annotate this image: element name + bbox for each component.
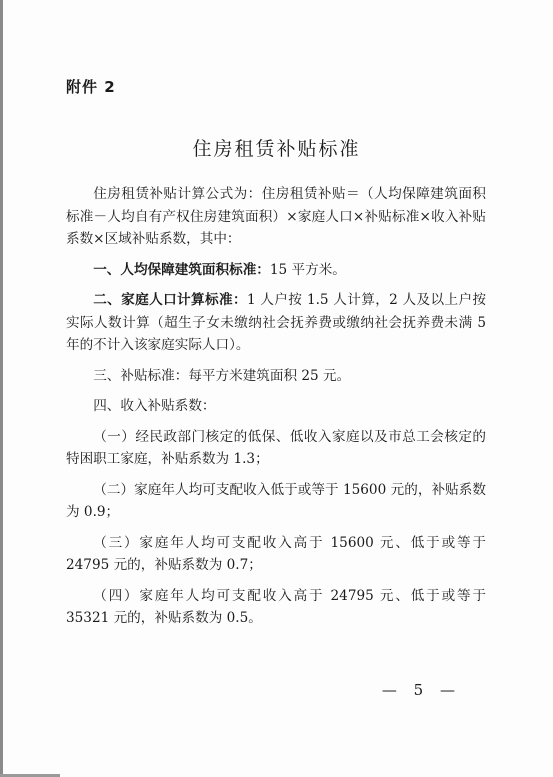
household-standard-text: 1 人户按 1.5 人计算，2 人及以上户按实际人数计算（超生子女未缴纳社会抚养费或缴纳社会抚养费未满 5 年的不计入该家庭实际人口）。 [66,292,487,353]
paragraph-income-coefficient: 四、收入补贴系数： [93,398,216,414]
paragraph-household-standard [66,289,486,357]
page-number: — 5 — [381,681,461,699]
document-body [66,183,486,630]
area-standard-text: 15 平方米。 [269,261,346,278]
attachment-label: 附件 2 [66,78,116,96]
household-standard-heading: 二、家庭人口计算标准： [93,292,247,308]
document-title: 住房租赁补贴标准 [192,138,361,160]
paragraph-area-standard [66,259,486,282]
paragraph-coefficient-2: （二）家庭年人均可支配收入低于或等于 15600 元的，补贴系数为 0.9； [66,481,486,520]
paragraph-formula: 住房租赁补贴计算公式为：住房租赁补贴＝（人均保障建筑面积标准－人均自有产权住房建筑面积）×家庭人口×补贴标准×收入补贴系数×区域补贴系数，其中： [66,186,486,247]
scan-edge-left [0,0,3,777]
paragraph-coefficient-1: （一）经民政部门核定的低保、低收入家庭以及市总工会核定的特困职工家庭，补贴系数为 1.3； [66,428,486,467]
area-standard-heading: 一、人均保障建筑面积标准： [93,261,270,278]
paragraph-subsidy-standard: 三、补贴标准：每平方米建筑面积 25 元。 [93,367,351,384]
paragraph-coefficient-3: （三）家庭年人均可支配收入高于 15600 元、低于或等于 24795 元的，补贴系数为 0.7； [66,534,486,573]
paragraph-coefficient-4: （四）家庭年人均可支配收入高于 24795 元、低于或等于 35321 元的，补贴系数为 0.5。 [66,587,486,626]
